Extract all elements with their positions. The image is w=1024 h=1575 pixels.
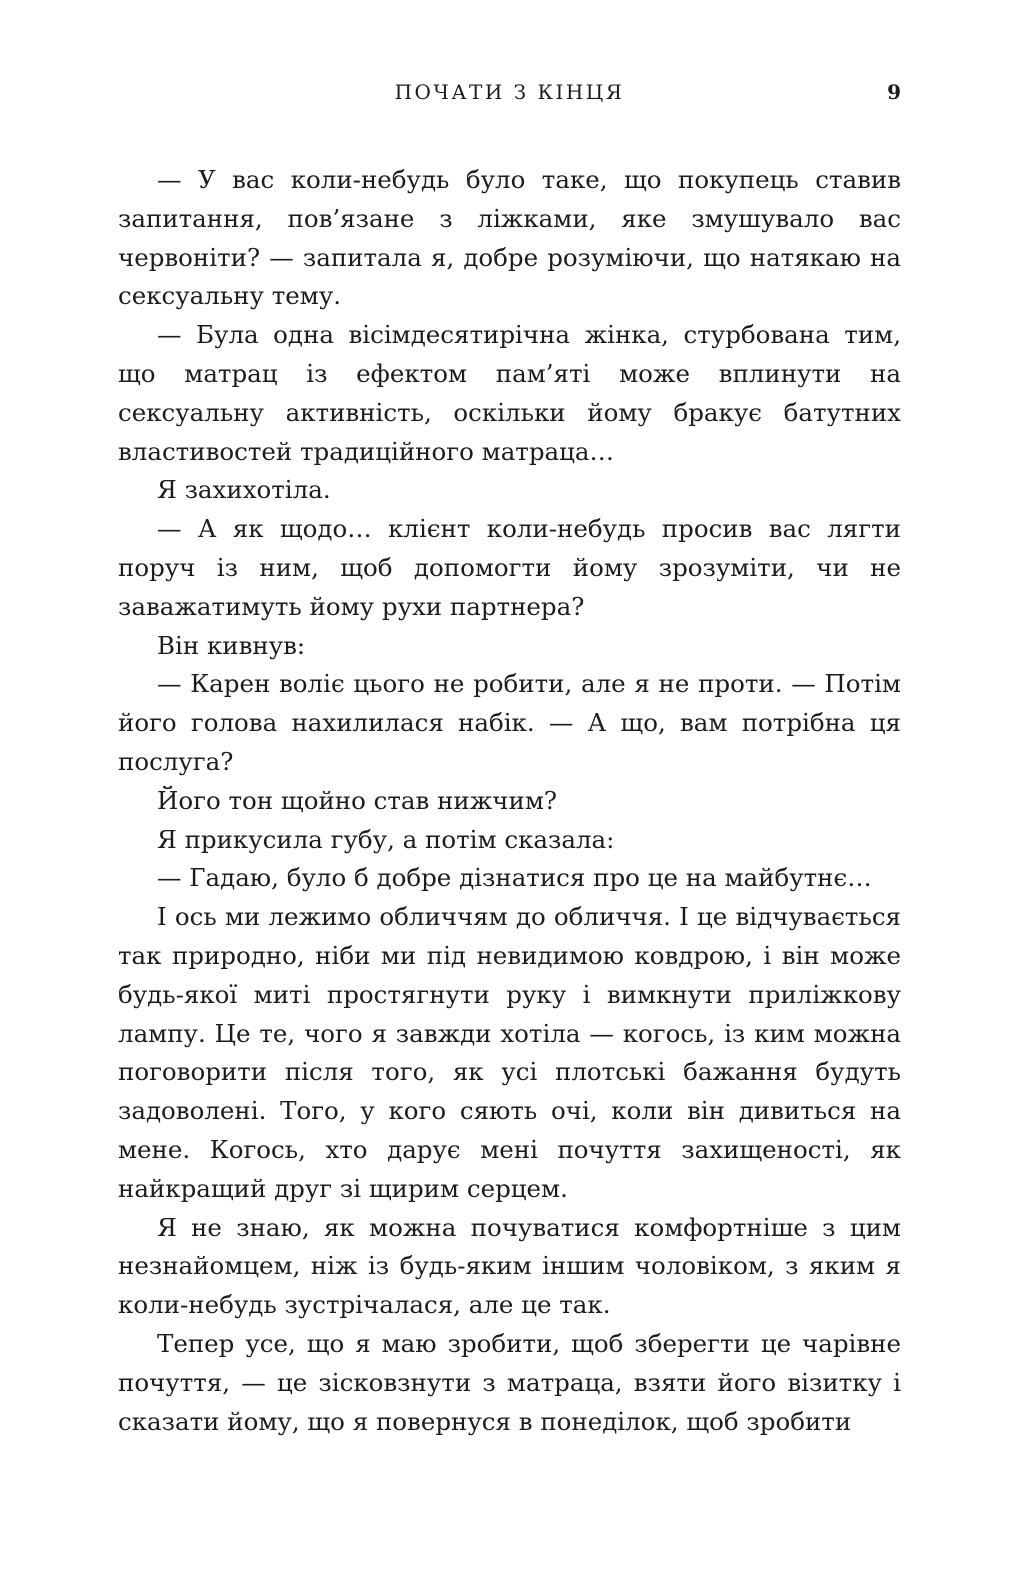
running-head — [118, 76, 901, 108]
running-title: ПОЧАТИ З КІНЦЯ — [394, 80, 625, 104]
page-number: 9 — [887, 80, 901, 104]
paragraph: — А як щодо… клієнт коли-небудь просив вас лягти поруч із ним, щоб допомогти йому зрозуміти, чи не заважатимуть йому рухи партнера? — [118, 514, 901, 621]
paragraph: — У вас коли-небудь було таке, що покупець ставив запитання, пов’язане з ліжками, яке змушувало вас червоніти? — запитала я, добре розуміючи, що натякаю на сексуальну тему. — [118, 165, 901, 311]
paragraph: І ось ми лежимо обличчям до обличчя. І це відчувається так природно, ніби ми під невидимою ковдрою, і він може будь-якої миті простягнути руку і вимкнути приліжкову лампу. Це те, чого я завжди хотіла — когось, із ким можна поговорити після того, як усі плотські бажання будуть задоволені. Того, у кого сяють очі, коли він дивиться на мене. Когось, хто дарує мені почуття захищеності, як найкращий друг зі щирим серцем. — [118, 902, 901, 1203]
paragraph: Він кивнув: — [157, 630, 306, 660]
paragraph: — Карен воліє цього не робити, але я не проти. — Потім його голова нахилилася набік. — А що, вам потрібна ця послуга? — [118, 669, 901, 776]
paragraph: Я прикусила губу, а потім сказала: — [157, 824, 615, 854]
paragraph: Його тон щойно став нижчим? — [157, 785, 558, 815]
paragraph: Тепер усе, що я маю зробити, щоб зберегти це чарівне почуття, — це зісковзнути з матраца, взяти його візитку і сказати йому, що я повернуся в понеділок, щоб зробити — [118, 1328, 901, 1436]
paragraph: — Гадаю, було б добре дізнатися про це на майбутнє… — [157, 863, 872, 893]
paragraph: Я захихотіла. — [157, 475, 331, 505]
paragraph: — Була одна вісімдесятирічна жінка, стурбована тим, що матрац із ефектом пам’яті може вплинути на сексуальну активність, оскільки йому бракує батутних властивостей традиційного матраца… — [118, 320, 901, 466]
body-text — [118, 161, 901, 1441]
paragraph: Я не знаю, як можна почуватися комфортніше з цим незнайомцем, ніж із будь-яким іншим чоловіком, з яким я коли-небудь зустрічалася, але це так. — [118, 1212, 901, 1320]
